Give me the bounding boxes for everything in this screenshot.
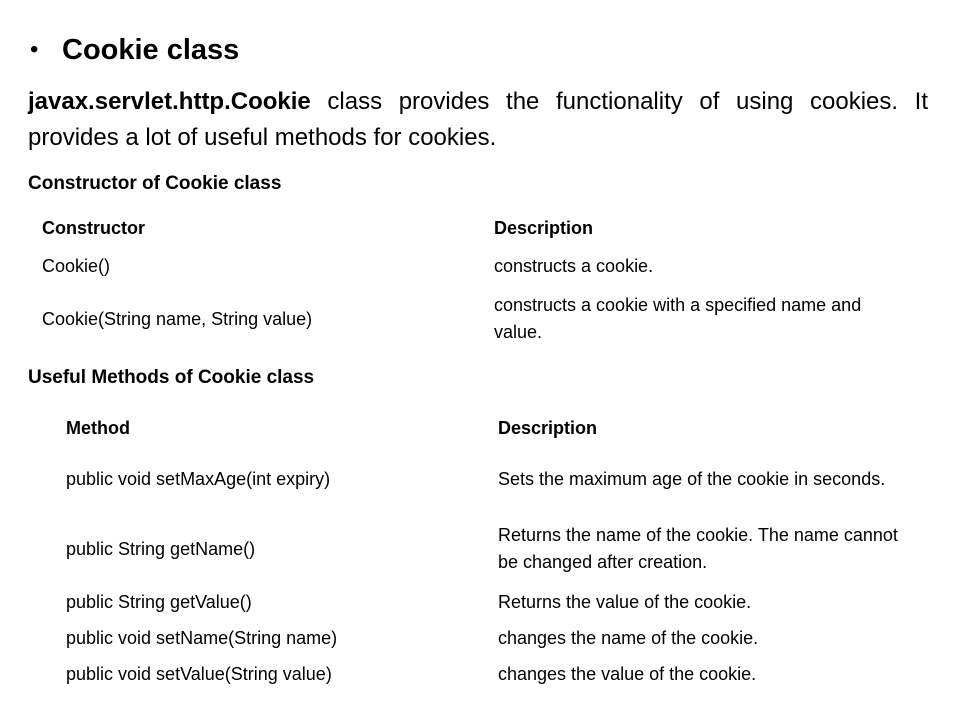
column-header: Description — [498, 417, 598, 438]
constructor-cell: Cookie() — [42, 255, 111, 276]
description-cell: changes the value of the cookie. — [498, 663, 757, 684]
table-header-row — [66, 412, 918, 444]
table-header-row — [42, 212, 914, 244]
constructor-heading: Constructor of Cookie class — [28, 173, 282, 194]
table-row — [42, 244, 914, 288]
table-row — [66, 444, 918, 514]
intro-text: class provides the functionality of using cookies. It provides a lot of useful methods for cookies. — [28, 88, 928, 151]
constructor-cell: Cookie(String name, String value) — [42, 308, 313, 329]
description-cell: constructs a cookie with a specified name and value. — [494, 295, 862, 342]
description-cell: Returns the name of the cookie. The name cannot be changed after creation. — [498, 525, 898, 572]
method-cell: public String getName() — [66, 538, 256, 559]
description-cell: changes the name of the cookie. — [498, 627, 759, 648]
method-cell: public String getValue() — [66, 591, 252, 612]
column-header: Method — [66, 417, 130, 438]
description-cell: Returns the value of the cookie. — [498, 591, 752, 612]
method-cell: public void setValue(String value) — [66, 663, 332, 684]
table-row — [66, 656, 918, 692]
intro-paragraph — [28, 84, 928, 156]
methods-table — [66, 412, 918, 692]
method-cell: public void setName(String name) — [66, 627, 338, 648]
class-name: javax.servlet.http.Cookie — [28, 88, 311, 115]
title-row — [30, 30, 239, 70]
bullet-icon: • — [30, 36, 39, 63]
table-row — [42, 288, 914, 350]
table-row — [66, 620, 918, 656]
column-header: Description — [494, 217, 594, 238]
description-cell: constructs a cookie. — [494, 255, 654, 276]
table-row — [66, 514, 918, 584]
table-row — [66, 584, 918, 620]
constructor-table — [42, 212, 914, 350]
description-cell: Sets the maximum age of the cookie in seconds. — [498, 468, 886, 489]
column-header: Constructor — [42, 217, 145, 238]
method-cell: public void setMaxAge(int expiry) — [66, 468, 331, 489]
methods-heading: Useful Methods of Cookie class — [28, 367, 315, 388]
slide-title: Cookie class — [62, 34, 240, 66]
